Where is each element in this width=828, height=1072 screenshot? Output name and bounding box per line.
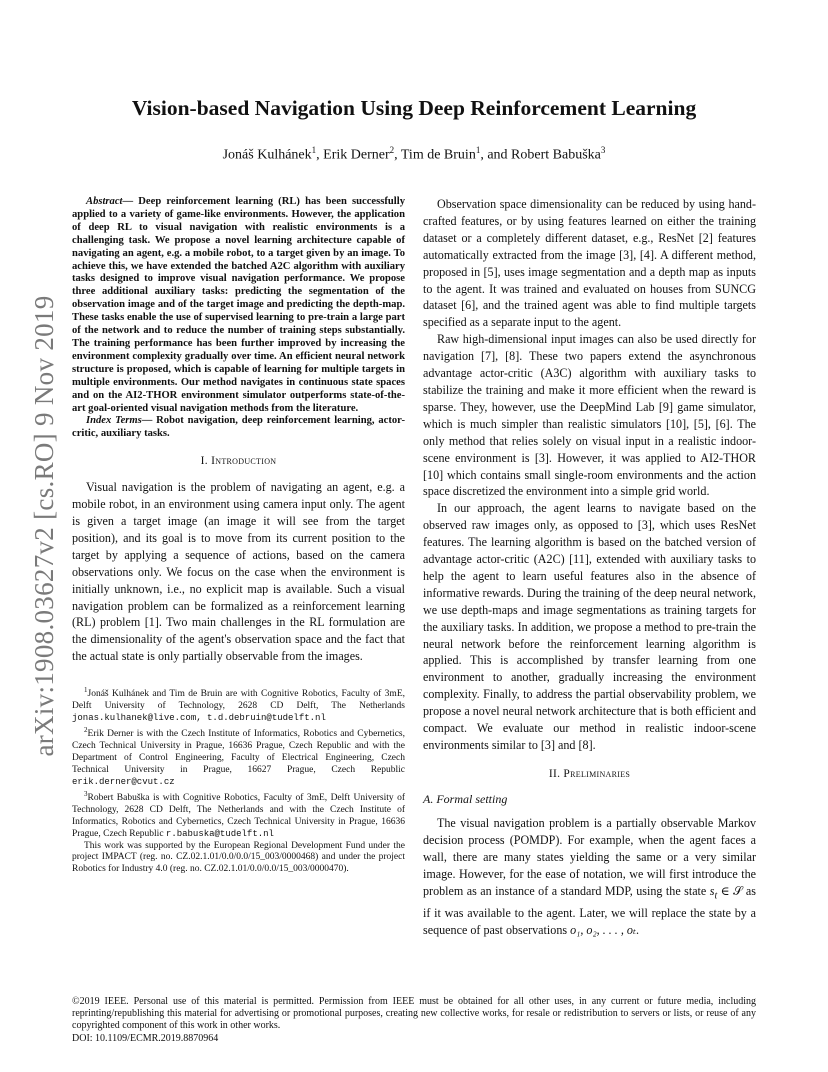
- author-affiliation-mark: 3: [600, 145, 606, 155]
- arxiv-stamp: arXiv:1908.03627v2 [cs.RO] 9 Nov 2019: [29, 295, 59, 757]
- right-column: [423, 196, 756, 939]
- author-name: Erik Derner: [323, 147, 390, 163]
- index-terms-lead: Index Terms: [86, 415, 142, 427]
- intro-paragraph: Visual navigation is the problem of navigating an agent, e.g. a mobile robot, in an environment using camera input only. The agent is given a target image (an image it will see from the target position), and its goal is to move from its current position to the target by applying a sequence of actions, based on the camera observations only. We focus on the case when the environment is initially unknown, i.e., no explicit map is available. Such a visual navigation problem can be formalized as a reinforcement learning (RL) problem [1]. Two main challenges in the RL formulation are the dimensionality of the agent's observation space and the fact that the actual state is only partially observable from the images.: [72, 480, 405, 664]
- observation-sequence: o₁, o₂, . . . , oₜ: [570, 922, 636, 937]
- footnote-2: $^2$Erik Derner is with the Czech Institute of Informatics, Robotics and Cybernetics, Czech Technical University in Prague, 16636 Prague, Czech Republic and with the Department of Control Engineering, Faculty of Electrical Engineering, Czech Technical University in Prague, 16627 Prague, Czech Republic erik.derner@cvut.cz: [72, 726, 405, 787]
- index-terms-text: — Robot navigation, deep reinforcement learning, actor-critic, auxiliary tasks.: [72, 415, 405, 440]
- author-affiliation-mark: 2: [389, 145, 395, 155]
- author-name: Jonáš Kulhánek: [222, 147, 312, 163]
- footnote-3: $^3$Robert Babuška is with Cognitive Robotics, Faculty of 3mE, Delft University of Technology, 2628 CD Delft, The Netherlands and with the Czech Institute of Informatics, Robotics and Cybernetics, Czech Technical University in Prague, 16636 Prague, Czech Republic r.babuska@tudelft.nl: [72, 789, 405, 839]
- state-symbol: $s_t$: [709, 883, 718, 901]
- abstract-lead: Abstract: [86, 196, 123, 207]
- funding-note: This work was supported by the European Regional Development Fund under the project IMPACT (reg. no. CZ.02.1.01/0.0/0.0/15_003/0000468) and under the project Robotics for Industry 4.0 (reg. no. CZ.02.1.01/0.0/0.0/15_003/0000470).: [72, 840, 405, 875]
- author-affiliation-mark: 1: [311, 145, 317, 155]
- body-paragraph: In our approach, the agent learns to navigate based on the observed raw images only, as opposed to [3], which uses ResNet features. The learning algorithm is based on the batched version of advantage actor-critic (A2C) [11], extended with auxiliary tasks to help the agent to learn useful features also in the absence of informative rewards. During the training of the deep neural network, we use depth-maps and image segmentations as training targets for the auxiliary tasks. In addition, we propose a method to pre-train the neural network before the reinforcement learning algorithm is applied. This is accomplished by transfer learning from one environment to another, gradually increasing the environment complexity. Finally, to address the partial observability problem, we propose a novel neural network architecture that is both efficient and compact. We evaluate our method in realistic indoor-scene environments similar to [3] and [8].: [423, 501, 756, 752]
- email-link[interactable]: jonas.kulhanek@live.com, t.d.debruin@tudelft.nl: [72, 713, 326, 724]
- email-link[interactable]: erik.derner@cvut.cz: [72, 776, 175, 787]
- section-heading-preliminaries: II. Preliminaries: [548, 767, 631, 780]
- subsection-heading: A. Formal setting: [423, 791, 508, 806]
- author-list: [80, 145, 748, 164]
- footnote-1: $^1$Jonáš Kulhánek and Tim de Bruin are with Cognitive Robotics, Faculty of 3mE, Delft University of Technology, 2628 CD Delft, The Netherlands jonas.kulhanek@live.com, t.d.debruin@tudelft.nl: [72, 686, 405, 724]
- body-paragraph: Raw high-dimensional input images can also be used directly for navigation [7], [8]. These two papers extend the asynchronous advantage actor-critic (A3C) algorithm with auxiliary tasks to stabilize the training and make it more efficient when the reward is sparse. They, however, use the DeepMind Lab [9] game simulator, which is much simpler than realistic simulators [10], [5], [6]. The only method that relies solely on visual input in a realistic indoor-scene environment is [3]. However, it was applied to AI2-THOR [10] which contains small single-room environments and the action space discretized the environment into a simple grid world.: [423, 332, 756, 499]
- author-separator: ,: [394, 147, 401, 163]
- doi: DOI: 10.1109/ECMR.2019.8870964: [72, 1033, 219, 1044]
- author-name: Robert Babuška: [511, 147, 601, 163]
- email-link[interactable]: r.babuska@tudelft.nl: [165, 828, 274, 839]
- index-terms: [72, 415, 405, 441]
- section-heading-introduction: I. Introduction: [200, 455, 277, 468]
- author-separator: ,: [316, 147, 324, 163]
- body-paragraph: Observation space dimensionality can be reduced by using hand-crafted features, or by using features learned on either the training dataset or a completely different dataset, e.g., ResNet [2] features automatically extracted from the image [3], [4]. A different method, proposed in [5], uses image segmentation and a depth map as inputs to the agent. It was trained and evaluated on houses from SUNCG dataset [6], and the trained agent was able to find multiple targets specified as a separate input to the agent.: [423, 197, 756, 330]
- paper-title: Vision-based Navigation Using Deep Reinforcement Learning: [131, 96, 697, 120]
- abstract: [72, 196, 405, 415]
- copyright-notice: ©2019 IEEE. Personal use of this material is permitted. Permission from IEEE must be obtained for all other uses, in any current or future media, including reprinting/republishing this material for advertising or promotional purposes, creating new collective works, for resale or redistribution to servers or lists, or reuse of any copyrighted component of this work in other works.: [72, 996, 756, 1032]
- author-affiliation-mark: 1: [475, 145, 481, 155]
- footnotes: [72, 685, 405, 876]
- left-column: [72, 196, 405, 876]
- author-name: Tim de Bruin: [400, 147, 476, 163]
- formal-setting-paragraph: The visual navigation problem is a partially observable Markov decision process (POMDP). For example, when the agent faces a wall, there are many states yielding the same or a very similar image. However, for the ease of notation, we will first introduce the problem as an instance of a standard MDP, using the state $s_t$ ∈ 𝒮 as if it was available to the agent. Later, we will replace the state by a sequence of past observations o₁, o₂, . . . , oₜ.: [423, 815, 756, 937]
- abstract-text: — Deep reinforcement learning (RL) has been successfully applied to a variety of game-like environments. However, the application of deep RL to visual navigation with realistic environments is a challenging task. We propose a novel learning architecture capable of navigating an agent, e.g. a mobile robot, to a target given by an image. To achieve this, we have extended the batched A2C algorithm with auxiliary tasks designed to improve visual navigation performance. We propose three additional auxiliary tasks: predicting the segmentation of the observation image and of the target image and predicting the depth-map. These tasks enable the use of supervised learning to pre-train a large part of the network and to reduce the number of training steps substantially. The training performance has been further improved by increasing the environment complexity gradually over time. An efficient neural network structure is proposed, which is capable of learning for multiple targets in multiple environments. Our method navigates in continuous state spaces and on the AI2-THOR environment simulator outperforms state-of-the-art goal-oriented visual navigation methods from the literature.: [72, 196, 405, 414]
- author-separator: , and: [480, 147, 512, 163]
